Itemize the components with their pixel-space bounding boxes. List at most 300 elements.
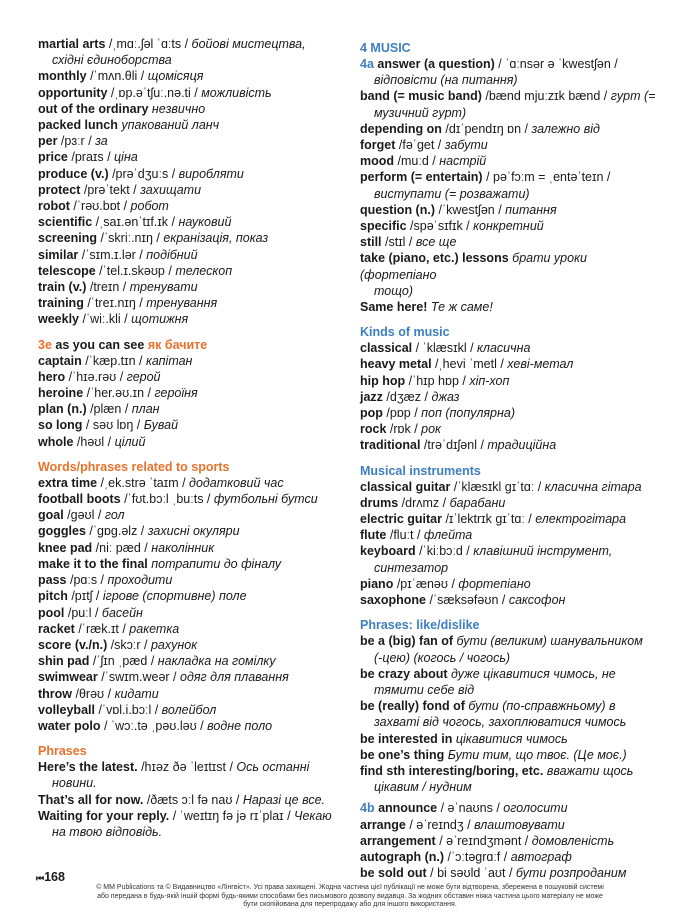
vocab-entry [38, 369, 338, 385]
translation: щомісяця [147, 69, 204, 84]
transcription: /ˈtel.ɪ.skəʊp / [95, 263, 176, 278]
copyright-notice: © MM Publications та © Видавництво «Лінгвіст». Усі права захищені. Жодна частина цієї публікації не може бути відтворена, збережена в пошуковій системі або передана в будь-якій іншій формі будь-якими способами без письмового дозволу видавця. За жодних обставин ніяка частина цього матеріалу не може бути скопійована для перепродажу або для іншого використання. [96, 884, 604, 909]
headword: make it to the final [38, 556, 148, 571]
spacer [360, 608, 660, 613]
translation: цілий [114, 434, 146, 449]
transcription: /muːd / [394, 154, 440, 169]
vocab-entry [360, 747, 660, 763]
transcription: /rɒk / [386, 422, 422, 437]
vocab-entry [38, 117, 338, 133]
translation: ракетка [129, 621, 180, 636]
translation: традиційна [487, 438, 557, 453]
transcription: /ˌɒp.əˈtʃuː.nə.ti / [107, 85, 202, 100]
translation-continued: (-цею) (когось / чогось) [374, 650, 511, 665]
translation: басейн [101, 605, 143, 620]
transcription: / bi səʊld ˈaʊt / [426, 866, 516, 881]
section-heading [38, 337, 338, 353]
vocab-entry [360, 153, 660, 169]
translation: флейта [423, 528, 473, 543]
section-title: Kinds of music [360, 325, 450, 340]
headword: screening [38, 231, 98, 246]
transcription: /dʒæz / [382, 389, 432, 404]
vocab-entry [360, 234, 660, 250]
vocab-entry [38, 85, 338, 101]
transcription: /niː pæd / [92, 540, 152, 555]
translation: гол [104, 508, 125, 523]
translation: домовленість [531, 833, 615, 848]
vocab-entry [38, 198, 338, 214]
transcription: /θrəʊ / [72, 686, 115, 701]
translation: одяг для плавання [180, 670, 289, 685]
headword: electric guitar [360, 512, 442, 527]
translation: виробляти [178, 166, 244, 181]
vocab-entry [360, 250, 660, 299]
headword: flute [360, 528, 387, 543]
vocab-entry [360, 202, 660, 218]
section-title: Musical instruments [360, 463, 481, 478]
translation: проходити [107, 573, 173, 588]
vocab-entry [360, 56, 660, 88]
vocab-entry [360, 479, 660, 495]
vocab-entry [360, 511, 660, 527]
vocab-entry [360, 340, 660, 356]
headword: goal [38, 508, 64, 523]
translation: влаштовувати [474, 817, 565, 832]
headword: knee pad [38, 540, 93, 555]
headword: goggles [38, 524, 86, 539]
vocab-entry [38, 588, 338, 604]
transcription: / ˈklæsɪkl / [412, 341, 478, 356]
translation: незвично [151, 101, 206, 116]
transcription: /ˈmʌn.θli / [86, 69, 148, 84]
translation: Те ж саме! [430, 300, 493, 315]
translation-continued: виступати (= розважати) [374, 186, 530, 201]
translation: гурт (= [610, 89, 656, 104]
translation: вважати щось [546, 763, 634, 778]
translation: бути (великим) шанувальником [456, 634, 643, 649]
translation-continued: східні єдиноборства [52, 53, 172, 68]
vocab-entry [360, 137, 660, 153]
translation-continued: на твою відповідь. [52, 824, 163, 839]
headword: jazz [360, 389, 383, 404]
translation: барабани [449, 495, 506, 510]
vocab-entry [38, 353, 338, 369]
section-heading [360, 40, 660, 56]
vocab-entry [360, 731, 660, 747]
headword: score (v./n.) [38, 637, 108, 652]
transcription: /fəˈget / [395, 138, 445, 153]
vocab-entry [38, 808, 338, 840]
transcription: /ˈswɪm.weər / [97, 670, 180, 685]
vocab-entry [360, 169, 660, 201]
transcription: /ɪˈlektrɪk gɪˈtɑː / [441, 512, 536, 527]
headword: be a (big) fan of [360, 634, 454, 649]
vocab-entry [360, 576, 660, 592]
translation: бути розпроданим [515, 866, 627, 881]
translation: оголосити [503, 801, 568, 816]
transcription: /ˈklæsɪkl gɪˈtɑː / [450, 479, 545, 494]
transcription: /ˈræk.ɪt / [74, 621, 130, 636]
headword: That’s all for now. [38, 792, 144, 807]
translation: подібний [146, 247, 198, 262]
translation: робот [130, 199, 169, 214]
transcription: /ˈʃɪn ˌpæd / [89, 654, 158, 669]
vocab-entry [360, 543, 660, 575]
headword: volleyball [38, 702, 95, 717]
vocab-entry [38, 68, 338, 84]
transcription: /ˈkæp.tɪn / [81, 353, 146, 368]
transcription: / pəˈfɔːm = ˌentəˈteɪn / [482, 170, 611, 185]
headword: training [38, 296, 84, 311]
translation: брати уроки (фортепіано [360, 251, 587, 282]
headword: throw [38, 686, 73, 701]
vocab-entry [38, 621, 338, 637]
vocab-entry [38, 792, 338, 808]
translation: забути [444, 138, 488, 153]
translation: електрогітара [535, 512, 627, 527]
headword: scientific [38, 215, 93, 230]
translation: настрій [439, 154, 487, 169]
translation: клавішний інструмент, [473, 544, 613, 559]
vocab-entry [360, 763, 660, 795]
transcription: /ˈkiːbɔːd / [415, 544, 474, 559]
translation: тренувати [129, 280, 198, 295]
vocab-entry [38, 523, 338, 539]
headword: similar [38, 247, 79, 262]
translation: Бувай [143, 418, 179, 433]
vocab-entry [38, 166, 338, 182]
translation-continued: захваті від чогось, захоплюватися чимось [374, 715, 627, 730]
transcription: /puːl / [64, 605, 102, 620]
headword: hip hop [360, 373, 406, 388]
headword: weekly [38, 312, 80, 327]
vocab-entry [38, 686, 338, 702]
vocab-entry [38, 36, 338, 68]
section-title: 3e [38, 337, 52, 352]
translation: бойові мистецтва, [191, 37, 306, 51]
translation: автограф [510, 849, 572, 864]
headword: captain [38, 353, 82, 368]
vocab-entry [360, 817, 660, 833]
translation: героїня [154, 386, 198, 401]
translation: ціна [114, 150, 138, 165]
vocab-entry [360, 698, 660, 730]
transcription: /pɜːr / [57, 134, 96, 149]
translation: науковий [178, 215, 232, 230]
transcription: /ˈskriː.nɪŋ / [97, 231, 164, 246]
page-marker-icon: ⏮ [36, 873, 44, 883]
translation: конкретний [473, 219, 544, 234]
translation: класична [477, 341, 531, 356]
vocab-entry [360, 121, 660, 137]
transcription: /dɪˈpendɪŋ ɒn / [441, 121, 532, 136]
vocab-entry [38, 101, 338, 117]
transcription: / əˈnaʊns / [437, 801, 504, 816]
translation: хеві-метал [507, 357, 574, 372]
headword: Same here! [360, 300, 428, 315]
headword: drums [360, 495, 399, 510]
translation: Бути тим, що твоє. (Це моє.) [447, 747, 627, 762]
translation: питання [505, 202, 557, 217]
headword: opportunity [38, 85, 108, 100]
transcription: /ˈfʊt.bɔːl ˌbuːts / [120, 492, 214, 507]
spacer [360, 454, 660, 459]
transcription: /skɔːr / [107, 637, 151, 652]
transcription: /ˈgɒg.əlz / [85, 524, 148, 539]
translation: дуже цікавитися чимось, не [451, 666, 616, 681]
headword: be crazy about [360, 666, 448, 681]
translation: джаз [431, 389, 460, 404]
headword: forget [360, 138, 396, 153]
transcription: /ˈɔːtəgrɑːf / [444, 849, 511, 864]
headword: extra time [38, 475, 98, 490]
vocab-entry [360, 800, 660, 816]
vocab-entry [360, 405, 660, 421]
transcription: /pɪˈænəʊ / [393, 576, 459, 591]
headword: martial arts [38, 37, 106, 51]
transcription: /ˌsaɪ.ənˈtɪf.ɪk / [92, 215, 179, 230]
section-heading [360, 463, 660, 479]
vocab-entry [360, 833, 660, 849]
transcription: /ˌhevi ˈmetl / [431, 357, 508, 372]
translation: герой [126, 369, 161, 384]
transcription: /prəˈtekt / [80, 182, 141, 197]
vocab-entry [360, 218, 660, 234]
headword: rock [360, 422, 387, 437]
headword: depending on [360, 121, 442, 136]
transcription: /pɒp / [382, 406, 422, 421]
headword: heroine [38, 386, 84, 401]
transcription: / əˈreɪndʒ / [405, 817, 475, 832]
vocab-entry [38, 214, 338, 230]
translation: захисні окуляри [147, 524, 240, 539]
vocab-entry [360, 865, 660, 881]
transcription: /ˌek.strə ˈtaɪm / [97, 475, 190, 490]
vocab-entry [360, 849, 660, 865]
translation: фортепіано [458, 576, 531, 591]
vocab-entry [38, 540, 338, 556]
headword: plan (n.) [38, 402, 87, 417]
transcription: /ˈkwestʃən / [435, 202, 506, 217]
translation: саксофон [508, 593, 566, 608]
vocab-entry [38, 718, 338, 734]
vocab-entry [360, 592, 660, 608]
left-column [38, 36, 338, 840]
vocab-entry [360, 373, 660, 389]
headword: swimwear [38, 670, 98, 685]
heading-translation: як бачите [147, 337, 208, 352]
headword: piano [360, 576, 394, 591]
translation-continued: синтезатор [374, 560, 449, 575]
transcription: /prəˈdʒuːs / [108, 166, 179, 181]
headword: shin pad [38, 654, 90, 669]
transcription: /drʌmz / [398, 495, 450, 510]
lesson-number: 4b [360, 801, 375, 816]
transcription: /spəˈsɪfɪk / [406, 219, 474, 234]
translation: все ще [415, 235, 457, 250]
headword: out of the ordinary [38, 101, 149, 116]
translation: додатковий час [189, 475, 284, 490]
headword: water polo [38, 718, 101, 733]
headword: classical guitar [360, 479, 451, 494]
headword: be sold out [360, 866, 427, 881]
headword: pop [360, 406, 383, 421]
headword: take (piano, etc.) lessons [360, 251, 509, 266]
heading-phrase: as you can see [55, 337, 145, 352]
headword: specific [360, 219, 407, 234]
translation-continued: новини. [52, 776, 97, 791]
vocab-entry [38, 263, 338, 279]
translation: захищати [140, 182, 202, 197]
headword: pitch [38, 589, 68, 604]
translation: цікавитися чимось [455, 731, 568, 746]
spacer [360, 315, 660, 320]
vocab-entry [38, 491, 338, 507]
vocab-entry [38, 401, 338, 417]
headword: perform (= entertain) [360, 170, 483, 185]
headword: announce [378, 801, 438, 816]
page-number-text: 168 [44, 870, 65, 884]
headword: keyboard [360, 544, 416, 559]
vocab-entry [38, 759, 338, 791]
transcription: /ˈsɪm.ɪ.lər / [78, 247, 147, 262]
transcription: /ˈrəʊ.bɒt / [69, 199, 131, 214]
headword: be (really) fond of [360, 699, 465, 714]
transcription: /praɪs / [67, 150, 115, 165]
transcription: /bænd mjuːzɪk bænd / [481, 89, 611, 104]
headword: classical [360, 341, 413, 356]
headword: whole [38, 434, 74, 449]
spacer [38, 734, 338, 739]
translation: класична гітара [544, 479, 642, 494]
translation: за [95, 134, 108, 149]
section-title: Phrases [38, 744, 87, 759]
vocab-entry [38, 182, 338, 198]
translation: телескоп [175, 263, 233, 278]
headword: arrangement [360, 833, 436, 848]
headword: question (n.) [360, 202, 435, 217]
translation: можливість [201, 85, 272, 100]
transcription: / səʊ lɒŋ / [82, 418, 144, 433]
vocab-entry [360, 389, 660, 405]
headword: so long [38, 418, 83, 433]
headword: produce (v.) [38, 166, 109, 181]
vocab-entry [360, 527, 660, 543]
vocab-entry [38, 247, 338, 263]
vocab-entry [38, 475, 338, 491]
translation: Чекаю [294, 808, 332, 823]
translation: залежно від [531, 121, 600, 136]
translation: хіп-хоп [469, 373, 510, 388]
transcription: /gəʊl / [63, 508, 105, 523]
vocab-entry [38, 669, 338, 685]
vocab-entry [38, 556, 338, 572]
vocab-entry [360, 421, 660, 437]
section-heading [38, 743, 338, 759]
section-heading [38, 459, 338, 475]
vocab-entry [360, 495, 660, 511]
vocab-entry [38, 507, 338, 523]
headword: be one’s thing [360, 747, 445, 762]
transcription: /fluːt / [386, 528, 424, 543]
section-title: 4 MUSIC [360, 41, 411, 55]
translation: потрапити до фіналу [151, 556, 282, 571]
section-title: Phrases: like/dislike [360, 618, 480, 633]
translation: рок [421, 422, 441, 437]
transcription: / ˈweɪtɪŋ fə jə rɪˈplaɪ / [169, 808, 295, 823]
vocab-entry [360, 88, 660, 120]
headword: heavy metal [360, 357, 432, 372]
headword: football boots [38, 492, 121, 507]
transcription: /ˌmɑː.ʃəl ˈɑːts / [105, 37, 192, 51]
transcription: /trəˈdɪʃənl / [420, 438, 488, 453]
vocab-entry [38, 434, 338, 450]
translation: план [131, 402, 160, 417]
translation: кидати [114, 686, 159, 701]
headword: packed lunch [38, 118, 118, 133]
headword: still [360, 235, 382, 250]
transcription: /stɪl / [381, 235, 416, 250]
headword: pass [38, 573, 67, 588]
transcription: / əˈreɪndʒmənt / [435, 833, 532, 848]
translation: тренування [146, 296, 218, 311]
vocab-entry [360, 437, 660, 453]
translation: волейбол [161, 702, 217, 717]
vocab-entry [360, 666, 660, 698]
headword: per [38, 134, 58, 149]
vocab-entry [38, 295, 338, 311]
headword: band (= music band) [360, 89, 482, 104]
vocab-entry [38, 702, 338, 718]
transcription: /ˈhɪp hɒp / [405, 373, 470, 388]
headword: hero [38, 369, 66, 384]
vocab-entry [38, 133, 338, 149]
transcription: / ˈɑːnsər ə ˈkwestʃən / [494, 57, 618, 71]
transcription: /pɑːs / [66, 573, 108, 588]
headword: mood [360, 154, 395, 169]
headword: protect [38, 182, 81, 197]
section-heading [360, 324, 660, 340]
vocab-entry [360, 633, 660, 665]
translation: поп (популярна) [421, 406, 515, 421]
translation: капітан [145, 353, 193, 368]
headword: be interested in [360, 731, 453, 746]
translation: накладка на гомілку [157, 654, 276, 669]
headword: price [38, 150, 68, 165]
headword: telescope [38, 263, 96, 278]
vocab-entry [38, 637, 338, 653]
headword: saxophone [360, 593, 426, 608]
right-column [360, 36, 660, 881]
headword: robot [38, 199, 70, 214]
transcription: /ˈhɪə.rəʊ / [65, 369, 127, 384]
headword: monthly [38, 69, 87, 84]
headword: answer (a question) [377, 57, 495, 71]
translation-continued: цікавим / нудним [374, 780, 472, 795]
vocab-entry [38, 279, 338, 295]
translation: водне поло [207, 718, 273, 733]
vocab-entry [38, 149, 338, 165]
lesson-number: 4a [360, 57, 374, 71]
section-title: Words/phrases related to sports [38, 459, 230, 474]
page-number [36, 870, 65, 884]
headword: pool [38, 605, 65, 620]
transcription: /ðæts ɔːl fə naʊ / [143, 792, 243, 807]
transcription: /ˈwiː.kli / [79, 312, 132, 327]
translation-continued: тощо) [374, 283, 413, 298]
headword: find sth interesting/boring, etc. [360, 763, 544, 778]
translation: Наразі це все. [242, 792, 326, 807]
